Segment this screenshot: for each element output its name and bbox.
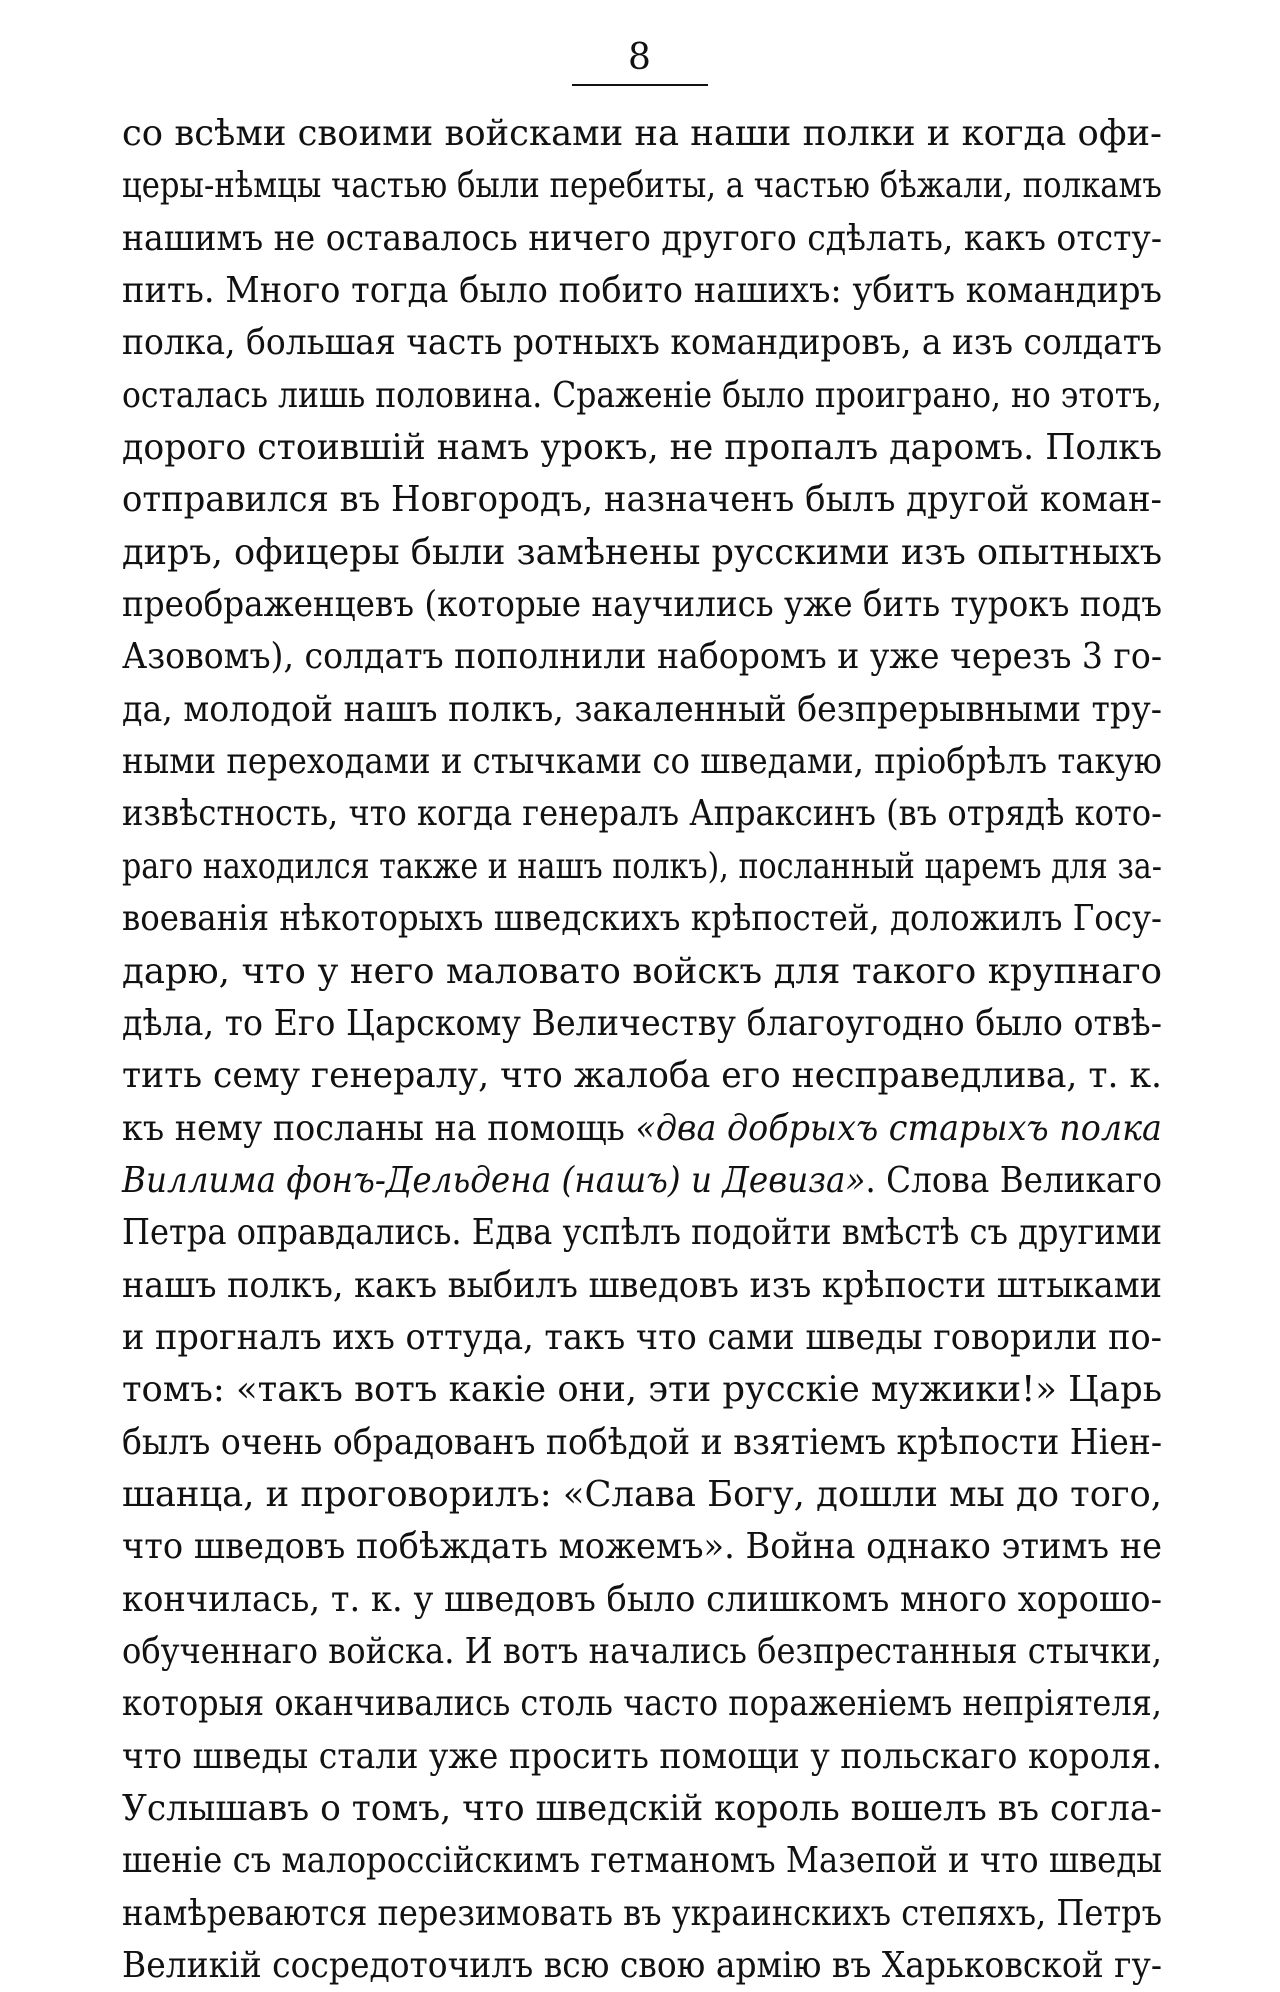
page-number: 8 bbox=[628, 37, 652, 78]
text-line: полка, большая часть ротныхъ командировъ, а изъ солдатъ bbox=[122, 322, 1162, 364]
body-text bbox=[122, 108, 1162, 1992]
text-line: диръ, офицеры были замѣнены русскими изъ опытныхъ bbox=[122, 531, 1163, 573]
text-line: томъ: «такъ вотъ какіе они, эти русскіе мужики!» Царь bbox=[122, 1369, 1162, 1411]
text-line: раго находился также и нашъ полкъ), посланный царемъ для за- bbox=[122, 845, 1162, 887]
text-line: преображенцевъ (которые научились уже бить турокъ подъ bbox=[122, 584, 1163, 626]
text-line: Азовомъ), солдатъ пополнили наборомъ и уже черезъ 3 го- bbox=[122, 636, 1163, 678]
text-line: ными переходами и стычками со шведами, пріобрѣлъ такую bbox=[122, 741, 1162, 783]
text-line: которыя оканчивались столь часто пораженіемъ непріятеля, bbox=[122, 1683, 1162, 1725]
text-line: и прогналъ ихъ оттуда, такъ что сами шведы говорили по- bbox=[122, 1316, 1162, 1358]
text-line: что шведы стали уже просить помощи у польскаго короля. bbox=[122, 1735, 1163, 1777]
text-line: церы-нѣмцы частью были перебиты, а частью бѣжали, полкамъ bbox=[122, 165, 1162, 207]
text-line: тить сему генералу, что жалоба его несправедлива, т. к. bbox=[122, 1055, 1163, 1097]
text-line: Петра оправдались. Едва успѣлъ подойти вмѣстѣ съ другими bbox=[122, 1212, 1162, 1254]
text-line: намѣреваются перезимовать въ украинскихъ степяхъ, Петръ bbox=[122, 1892, 1163, 1934]
text-line: кончилась, т. к. у шведовъ было слишкомъ много хорошо- bbox=[122, 1578, 1162, 1620]
text-line: пить. Много тогда было побито нашихъ: убитъ командиръ bbox=[122, 270, 1162, 312]
text-line: да, молодой нашъ полкъ, закаленный безпрерывными тру- bbox=[122, 688, 1162, 730]
text-line: осталась лишь половина. Сраженіе было проиграно, но этотъ, bbox=[122, 374, 1163, 416]
text-line: дарю, что у него маловато войскъ для такого крупнаго bbox=[122, 950, 1162, 992]
text-line: дорого стоившій намъ урокъ, не пропалъ даромъ. Полкъ bbox=[122, 427, 1163, 469]
page-number-rule bbox=[572, 84, 708, 86]
italic-quote: Виллима фонъ-Дельдена (нашъ) и Девиза» bbox=[122, 1159, 866, 1201]
text-line: къ нему посланы на помощь «два добрыхъ старыхъ полка bbox=[122, 1107, 1162, 1149]
text-line: извѣстность, что когда генералъ Апраксинъ (въ отрядѣ кото- bbox=[122, 793, 1162, 835]
text-line: дѣла, то Его Царскому Величеству благоугодно было отвѣ- bbox=[122, 1002, 1162, 1044]
text-line: Великій сосредоточилъ всю свою армію въ Харьковской гу- bbox=[122, 1945, 1162, 1987]
italic-quote: «два добрыхъ старыхъ полка bbox=[635, 1107, 1162, 1149]
text-line: со всѣми своими войсками на наши полки и когда офи- bbox=[122, 113, 1162, 154]
text-line: воеванія нѣкоторыхъ шведскихъ крѣпостей, доложилъ Госу- bbox=[122, 898, 1163, 940]
page-header bbox=[572, 36, 708, 86]
text-line: обученнаго войска. И вотъ начались безпрестанныя стычки, bbox=[122, 1630, 1162, 1672]
text-line: нашимъ не оставалось ничего другого сдѣлать, какъ отсту- bbox=[122, 217, 1162, 259]
text-line: что шведовъ побѣждать можемъ». Война однако этимъ не bbox=[122, 1526, 1163, 1568]
text-line: шеніе съ малороссійскимъ гетманомъ Мазепой и что шведы bbox=[122, 1840, 1163, 1882]
text-line: былъ очень обрадованъ побѣдой и взятіемъ крѣпости Ніен- bbox=[122, 1421, 1163, 1463]
text-line: нашъ полкъ, какъ выбилъ шведовъ изъ крѣпости штыками bbox=[122, 1264, 1162, 1306]
text-line: Услышавъ о томъ, что шведскій король вошелъ въ согла- bbox=[122, 1788, 1163, 1829]
text-line: Виллима фонъ-Дельдена (нашъ) и Девиза». Слова Великаго bbox=[122, 1159, 1163, 1201]
text-line: отправился въ Новгородъ, назначенъ былъ другой коман- bbox=[122, 479, 1162, 521]
text-line: шанца, и проговорилъ: «Слава Богу, дошли мы до того, bbox=[122, 1473, 1162, 1515]
